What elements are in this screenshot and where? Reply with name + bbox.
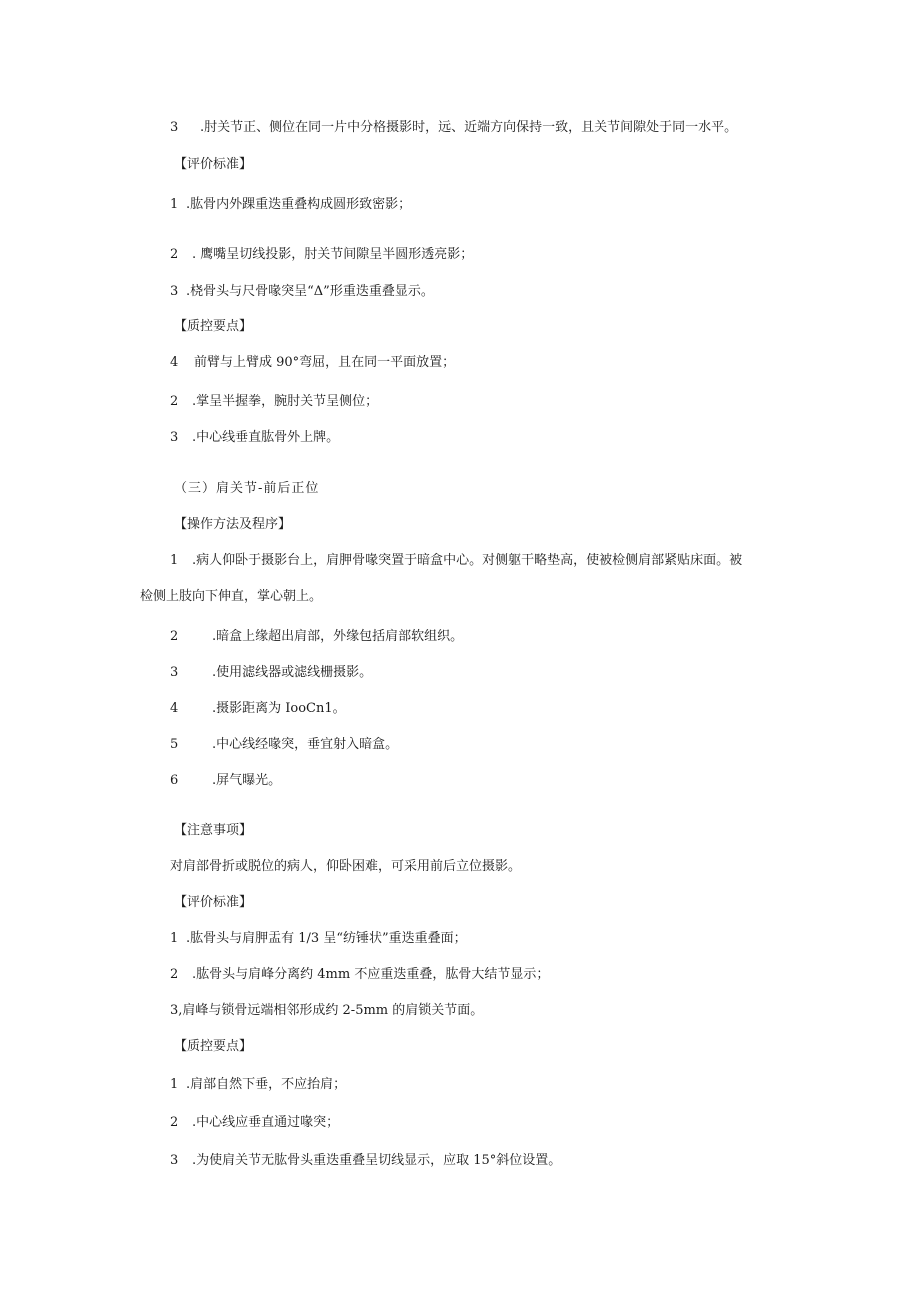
list-item: 2 .掌呈半握拳，腕肘关节呈侧位； [170,394,379,409]
list-item: 6 .屏气曝光。 [170,773,282,788]
list-item: 3 .肘关节正、侧位在同一片中分格摄影时，远、近端方向保持一致，且关节间隙处于同一水平。 [170,120,738,135]
list-item: 1 .肱骨头与肩胛盂有 1/3 呈“纺锤状”重迭重叠面； [170,931,467,946]
section-heading-quality-control: 【质控要点】 [174,319,253,334]
section-heading-evaluation: 【评价标准】 [174,157,253,172]
list-item: 2 .中心线应垂直通过喙突； [170,1115,340,1130]
section-title-shoulder-ap: （三）肩关节-前后正位 [174,481,320,496]
section-heading-quality-control: 【质控要点】 [174,1039,253,1054]
list-item: 5 .中心线经喙突，垂宜射入暗盒。 [170,737,399,752]
section-heading-procedure: 【操作方法及程序】 [174,517,292,532]
list-item: 3 .桡骨头与尺骨喙突呈“Δ”形重迭重叠显示。 [170,284,434,299]
section-heading-notes: 【注意事项】 [174,823,253,838]
list-item: 3 .中心线垂直肱骨外上牌。 [170,430,340,445]
list-item: 1 .病人仰卧于摄影台上，肩胛骨喙突置于暗盒中心。对侧躯干略垫高，使被检侧肩部紧贴床面。被 [170,553,743,568]
list-item: 2 .暗盒上缘超出肩部，外缘包括肩部软组织。 [170,629,464,644]
section-heading-evaluation: 【评价标准】 [174,895,253,910]
list-item: 1 .肱骨内外踝重迭重叠构成圆形致密影； [170,197,412,212]
list-item: 1 .肩部自然下垂，不应抬肩； [170,1077,347,1092]
list-item: 2 .肱骨头与肩峰分离约 4mm 不应重迭重叠，肱骨大结节显示； [170,967,550,982]
list-item: 3,肩峰与锁骨远端相邻形成约 2-5mm 的肩锁关节面。 [170,1003,484,1018]
list-item: 3 .使用滤线器或滤线栅摄影。 [170,665,373,680]
list-item: 4 .摄影距离为 IooCn1。 [170,701,346,716]
list-item: 2 . 鹰嘴呈切线投影，肘关节间隙呈半圆形透亮影； [170,247,474,262]
list-item: 3 .为使肩关节无肱骨头重迭重叠呈切线显示，应取 15°斜位设置。 [170,1153,562,1168]
list-item: 4 前臂与上臂成 90°弯屈，且在同一平面放置； [170,355,456,370]
paragraph: 对肩部骨折或脱位的病人，仰卧困难，可采用前后立位摄影。 [170,859,522,874]
list-item-continuation: 检侧上肢向下伸直，掌心朝上。 [140,589,323,604]
